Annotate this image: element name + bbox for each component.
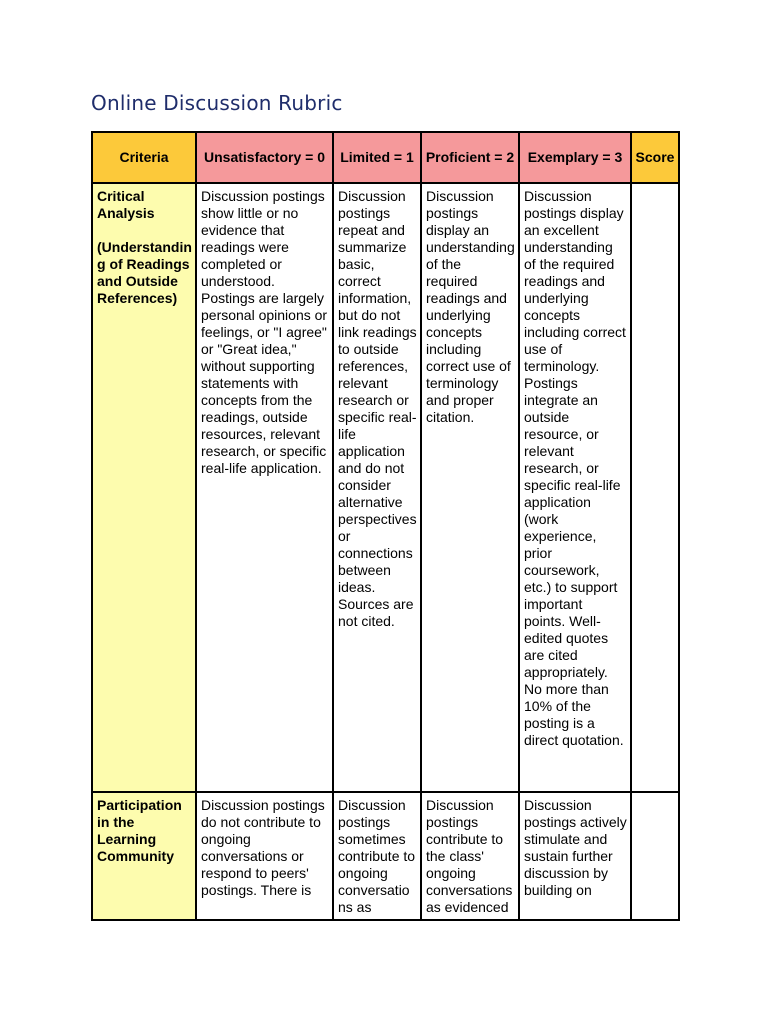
criteria-header: Criteria bbox=[92, 132, 196, 183]
proficient-cell: Discussion postings contribute to the class' ongoing conversations as evidenced bbox=[421, 792, 519, 920]
exemplary-header: Exemplary = 3 bbox=[519, 132, 631, 183]
limited-header: Limited = 1 bbox=[333, 132, 421, 183]
proficient-cell: Discussion postings display an understanding of the required readings and underlying concepts including correct use of terminology and proper citation. bbox=[421, 183, 519, 792]
unsatisfactory-cell: Discussion postings show little or no evidence that readings were completed or understood. Postings are largely personal opinions or feelings, or "I agree" or "Great idea," without supporting statements with concepts from the readings, outside resources, relevant research, or specific real-life application. bbox=[196, 183, 333, 792]
page-title: Online Discussion Rubric bbox=[91, 91, 343, 115]
table-row bbox=[92, 183, 679, 792]
score-header: Score bbox=[631, 132, 679, 183]
criteria-cell bbox=[92, 183, 196, 792]
criteria-title: Critical Analysis bbox=[97, 188, 155, 221]
exemplary-cell: Discussion postings display an excellent understanding of the required readings and underlying concepts including correct use of terminology. Postings integrate an outside resource, or relevant research, or specific real-life application (work experience, prior coursework, etc.) to support important points. Well-edited quotes are cited appropriately. No more than 10% of the posting is a direct quotation. bbox=[519, 183, 631, 792]
unsatisfactory-header: Unsatisfactory = 0 bbox=[196, 132, 333, 183]
criteria-title: Participation in the Learning Community bbox=[97, 797, 182, 864]
exemplary-cell: Discussion postings actively stimulate and sustain further discussion by building on bbox=[519, 792, 631, 920]
score-cell bbox=[631, 792, 679, 920]
criteria-cell bbox=[92, 792, 196, 920]
rubric-table bbox=[91, 131, 680, 921]
limited-cell: Discussion postings sometimes contribute to ongoing conversations as bbox=[333, 792, 421, 920]
score-cell bbox=[631, 183, 679, 792]
table-row bbox=[92, 792, 679, 920]
limited-cell: Discussion postings repeat and summarize basic, correct information, but do not link readings to outside references, relevant research or specific real-life application and do not consider alternative perspectives or connections between ideas. Sources are not cited. bbox=[333, 183, 421, 792]
header-row bbox=[92, 132, 679, 183]
proficient-header: Proficient = 2 bbox=[421, 132, 519, 183]
criteria-subtitle: (Understanding of Readings and Outside References) bbox=[97, 239, 192, 306]
unsatisfactory-cell: Discussion postings do not contribute to ongoing conversations or respond to peers' postings. There is bbox=[196, 792, 333, 920]
